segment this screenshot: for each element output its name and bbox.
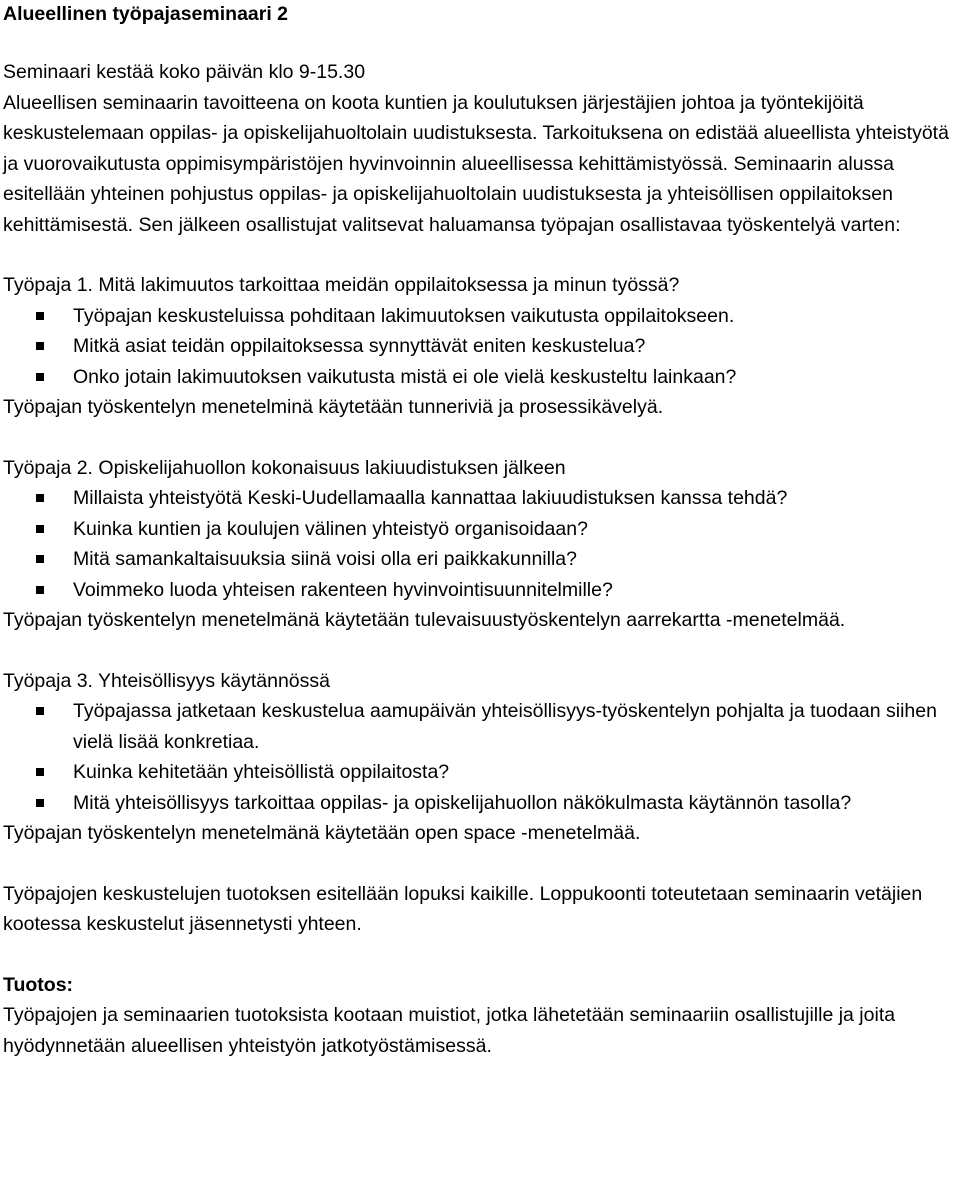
- output-section: [3, 970, 957, 1062]
- workshop-method: Työpajan työskentelyn menetelmänä käytetään tulevaisuustyöskentelyn aarrekartta -menetelmää.: [3, 609, 846, 631]
- square-bullet-icon: [36, 586, 44, 594]
- workshop-heading: Työpaja 2. Opiskelijahuollon kokonaisuus lakiuudistuksen jälkeen: [3, 456, 566, 479]
- intro-paragraph: Alueellisen seminaarin tavoitteena on koota kuntien ja koulutuksen järjestäjien johtoa ja työntekijöitä keskustelemaan oppilas- ja opiskelijahuoltolain uudistuksesta. Tarkoituksena on edistää alueellista yhteistyötä ja vuorovaikutusta oppimisympäristöjen hyvinvoinnin alueellisessa kehittämistyössä. Seminaarin alussa esitellään yhteinen pohjustus oppilas- ja opiskelijahuoltolain uudistuksesta ja yhteisöllisen oppilaitoksen kehittämisestä. Sen jälkeen osallistujat valitsevat haluamansa työpajan osallistavaa työskentelyä varten:: [3, 91, 949, 236]
- workshop-bullet-list: [3, 483, 957, 605]
- square-bullet-icon: [36, 373, 44, 381]
- square-bullet-icon: [36, 525, 44, 533]
- intro-section: [3, 57, 957, 240]
- square-bullet-icon: [36, 312, 44, 320]
- workshop-bullet-list: [3, 696, 957, 818]
- list-item: Mitkä asiat teidän oppilaitoksessa synnyttävät eniten keskustelua?: [3, 331, 957, 362]
- workshop-2: [3, 453, 957, 636]
- document-title: Alueellinen työpajaseminaari 2: [3, 3, 289, 25]
- square-bullet-icon: [36, 342, 44, 350]
- square-bullet-icon: [36, 707, 44, 715]
- workshop-1: [3, 270, 957, 423]
- workshop-heading: Työpaja 1. Mitä lakimuutos tarkoittaa meidän oppilaitoksessa ja minun työssä?: [3, 274, 680, 296]
- list-item: Työpajan keskusteluissa pohditaan lakimuutoksen vaikutusta oppilaitokseen.: [3, 301, 957, 332]
- square-bullet-icon: [36, 799, 44, 807]
- list-item: Mitä yhteisöllisyys tarkoittaa oppilas- ja opiskelijahuollon näkökulmasta käytännön tasolla?: [3, 788, 957, 819]
- workshop-method: Työpajan työskentelyn menetelmänä käytetään open space -menetelmää.: [3, 822, 641, 844]
- seminar-duration: Seminaari kestää koko päivän klo 9-15.30: [3, 61, 366, 83]
- list-item: Onko jotain lakimuutoksen vaikutusta mistä ei ole vielä keskusteltu lainkaan?: [3, 362, 957, 393]
- square-bullet-icon: [36, 768, 44, 776]
- output-text: Työpajojen ja seminaarien tuotoksista kootaan muistiot, jotka lähetetään seminaariin osallistujille ja joita hyödynnetään alueellisen yhteistyön jatkotyöstämisessä.: [3, 1004, 896, 1057]
- square-bullet-icon: [36, 494, 44, 502]
- closing-paragraph: Työpajojen keskustelujen tuotoksen esitellään lopuksi kaikille. Loppukoonti toteutetaan seminaarin vetäjien kootessa keskustelut jäsennetysti yhteen.: [3, 882, 923, 935]
- workshop-method: Työpajan työskentelyn menetelminä käytetään tunneriviä ja prosessikävelyä.: [3, 396, 664, 418]
- list-item: Voimmeko luoda yhteisen rakenteen hyvinvointisuunnitelmille?: [3, 575, 957, 606]
- list-item: Kuinka kuntien ja koulujen välinen yhteistyö organisoidaan?: [3, 514, 957, 545]
- list-item: Kuinka kehitetään yhteisöllistä oppilaitosta?: [3, 757, 957, 788]
- workshop-heading: Työpaja 3. Yhteisöllisyys käytännössä: [3, 669, 330, 692]
- workshop-bullet-list: [3, 301, 957, 393]
- workshop-3: [3, 666, 957, 849]
- square-bullet-icon: [36, 555, 44, 563]
- list-item: Mitä samankaltaisuuksia siinä voisi olla eri paikkakunnilla?: [3, 544, 957, 575]
- list-item: Millaista yhteistyötä Keski-Uudellamaalla kannattaa lakiuudistuksen kanssa tehdä?: [3, 483, 957, 514]
- list-item: Työpajassa jatketaan keskustelua aamupäivän yhteisöllisyys-työskentelyn pohjalta ja tuodaan siihen vielä lisää konkretiaa.: [3, 696, 957, 757]
- output-heading: Tuotos:: [3, 973, 74, 996]
